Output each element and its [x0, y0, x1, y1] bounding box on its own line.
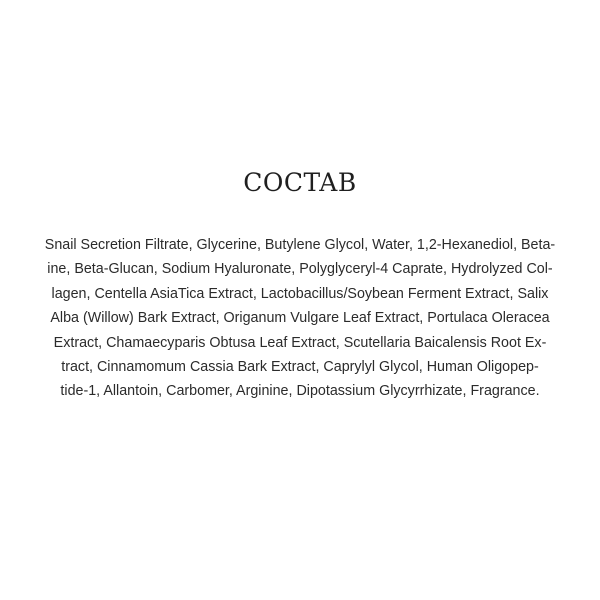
- ingredients-list: [30, 233, 570, 404]
- ingredients-line: Snail Secretion Filtrate, Glycerine, Butylene Glycol, Water, 1,2-Hexanediol, Beta-: [44, 237, 556, 253]
- ingredients-line: tract, Cinnamomum Cassia Bark Extract, Caprylyl Glycol, Human Oligopep-: [61, 359, 539, 376]
- ingredients-line: Alba (Willow) Bark Extract, Origanum Vulgare Leaf Extract, Portulaca Oleracea: [50, 310, 550, 327]
- product-title: COCTAB: [243, 168, 357, 197]
- ingredients-line: tide-1, Allantoin, Carbomer, Arginine, Dipotassium Glycyrrhizate, Fragrance.: [60, 383, 540, 400]
- ingredients-line: ine, Beta-Glucan, Sodium Hyaluronate, Polyglyceryl-4 Caprate, Hydrolyzed Col-: [47, 261, 553, 278]
- ingredients-line: Extract, Chamaecyparis Obtusa Leaf Extract, Scutellaria Baicalensis Root Ex-: [53, 334, 547, 351]
- ingredients-line: lagen, Centella AsiaTica Extract, Lactobacillus/Soybean Ferment Extract, Salix: [51, 285, 549, 302]
